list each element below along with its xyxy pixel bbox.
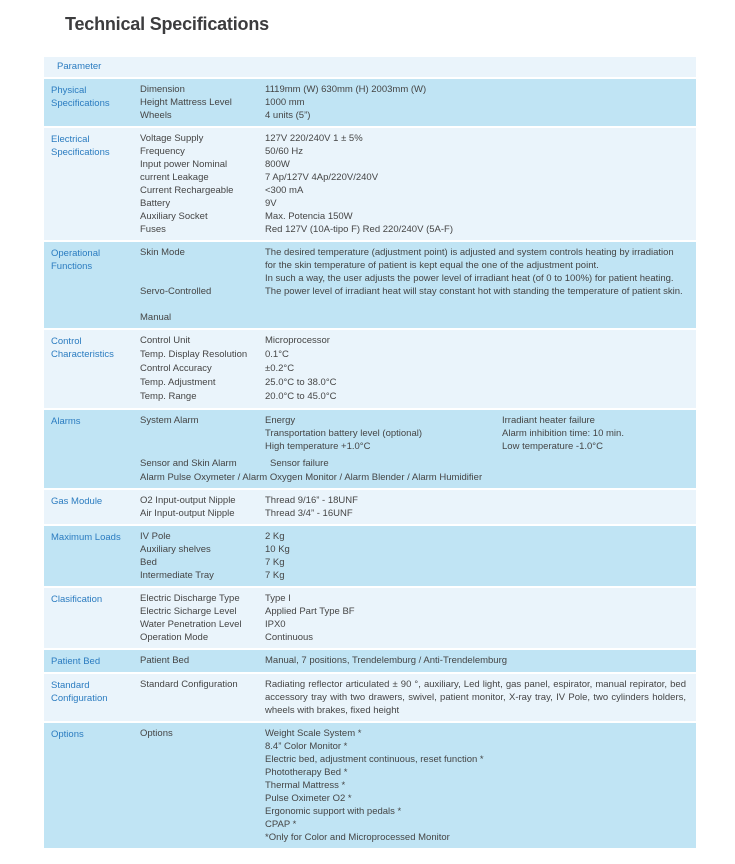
- value-line: Electric bed, adjustment continuous, reset function *: [265, 754, 484, 765]
- spec-row: [140, 494, 696, 520]
- section-body: [140, 654, 696, 668]
- spec-row: [140, 727, 696, 844]
- row-label: Temp. Display Resolution: [140, 349, 248, 360]
- value-line: Max. Potencia 150W: [265, 211, 353, 222]
- row-label: Current Rechargeable: [140, 185, 234, 196]
- section-category: Physical Specifications: [51, 85, 110, 109]
- section-body: [140, 83, 696, 122]
- section-standard: [44, 674, 696, 721]
- row-label: Control Unit: [140, 335, 191, 346]
- row-values: [265, 132, 696, 236]
- value-stack: [265, 678, 686, 717]
- row-labels: [140, 592, 265, 644]
- row-label: Auxiliary shelves: [140, 544, 211, 555]
- value-line: 800W: [265, 159, 290, 170]
- value-line: Manual, 7 positions, Trendelemburg / Anti-Trendelemburg: [265, 655, 508, 666]
- row-label: Temp. Range: [140, 391, 197, 402]
- row-label: O2 Input-output Nipple: [140, 495, 236, 506]
- value-line: 7 Kg: [265, 557, 285, 568]
- value-line: Pulse Oximeter O2 *: [265, 793, 352, 804]
- value-line: Applied Part Type BF: [265, 606, 355, 617]
- row-labels: [140, 727, 265, 844]
- row-label: Electric Sicharge Level: [140, 606, 237, 617]
- section-category: Control Characteristics: [51, 336, 114, 360]
- row-labels: [140, 246, 265, 324]
- row-label: Electric Discharge Type: [140, 593, 240, 604]
- spec-row: [140, 334, 696, 404]
- section-category: Patient Bed: [51, 656, 101, 667]
- value-line: 1000 mm: [265, 97, 305, 108]
- value-line: <300 mA: [265, 185, 304, 196]
- row-labels: [140, 132, 265, 236]
- page-title: Technical Specifications: [65, 14, 269, 34]
- value-stack: [265, 494, 686, 520]
- value-stack: [265, 592, 686, 644]
- value-line: 2 Kg: [265, 531, 285, 542]
- value-stack: [265, 530, 686, 582]
- value-line: Thread 9/16” - 18UNF: [265, 495, 358, 506]
- value-line: Microprocessor: [265, 335, 330, 346]
- spec-row: [140, 592, 696, 644]
- value-line: Phototherapy Bed *: [265, 767, 348, 778]
- row-values: [265, 334, 696, 404]
- value-line: Thermal Mattress *: [265, 780, 346, 791]
- row-label: Auxiliary Socket: [140, 211, 208, 222]
- value-line: 7 Kg: [265, 570, 285, 581]
- row-labels: [140, 334, 265, 404]
- row-label: Input power Nominal: [140, 159, 228, 170]
- section-electrical: [44, 128, 696, 240]
- section-loads: [44, 526, 696, 586]
- section-body: [140, 246, 696, 324]
- value-line: Sensor failure: [270, 458, 329, 469]
- value-stack-right: [502, 414, 686, 453]
- spec-row: [140, 457, 696, 470]
- row-label: Height Mattress Level: [140, 97, 232, 108]
- row-label: Options: [140, 728, 173, 739]
- row-values: [265, 246, 696, 324]
- value-line: 50/60 Hz: [265, 146, 304, 157]
- row-label: Voltage Supply: [140, 133, 204, 144]
- row-values: [265, 414, 696, 453]
- spec-row: [140, 246, 696, 324]
- row-label: Air Input-output Nipple: [140, 508, 235, 519]
- table-sections: [44, 79, 696, 848]
- value-stack: [265, 83, 686, 122]
- value-line: *Only for Color and Microprocessed Monitor: [265, 832, 450, 843]
- row-label: IV Pole: [140, 531, 171, 542]
- value-line: 8.4” Color Monitor *: [265, 741, 348, 752]
- value-line: 4 units (5”): [265, 110, 311, 121]
- row-label: Operation Mode: [140, 632, 209, 643]
- value-stack: [265, 414, 502, 453]
- value-line: Ergonomic support with pedals *: [265, 806, 402, 817]
- row-label: Skin Mode: [140, 247, 185, 258]
- section-body: [140, 727, 696, 844]
- row-labels: [140, 457, 265, 470]
- value-line: 127V 220/240V 1 ± 5%: [265, 133, 363, 144]
- value-line: CPAP *: [265, 819, 297, 830]
- value-line: 10 Kg: [265, 544, 290, 555]
- value-line: 1119mm (W) 630mm (H) 2003mm (W): [265, 84, 427, 95]
- section-gas: [44, 490, 696, 524]
- section-category: Electrical Specifications: [51, 134, 110, 158]
- row-labels: [140, 414, 265, 453]
- section-category: Alarms: [51, 416, 81, 427]
- section-body: [140, 494, 696, 520]
- spec-row: [140, 414, 696, 453]
- row-label: current Leakage: [140, 172, 209, 183]
- value-line: Transportation battery level (optional): [265, 428, 423, 439]
- value-line: Alarm inhibition time: 10 min.: [502, 428, 624, 439]
- row-label: Manual: [140, 312, 172, 323]
- row-labels: [140, 654, 265, 667]
- row-labels: [140, 83, 265, 122]
- span-row: Alarm Pulse Oxymeter / Alarm Oxygen Monitor / Alarm Blender / Alarm Humidifier: [140, 472, 483, 483]
- row-label: Intermediate Tray: [140, 570, 214, 581]
- value-stack: [265, 457, 686, 470]
- row-labels: [140, 494, 265, 520]
- section-clasification: [44, 588, 696, 648]
- section-category: Gas Module: [51, 496, 103, 507]
- value-line: 9V: [265, 198, 277, 209]
- row-values: [265, 678, 696, 717]
- value-line: IPX0: [265, 619, 286, 630]
- row-label: Bed: [140, 557, 157, 568]
- value-stack: [265, 727, 686, 844]
- value-line: Type I: [265, 593, 291, 604]
- value-line: The power level of irradiant heat will stay constant hot with standing the temperature of patient skin.: [265, 286, 683, 297]
- section-operational: [44, 242, 696, 328]
- section-category: Standard Configuration: [51, 680, 108, 704]
- spec-row: [140, 678, 696, 717]
- row-values: [265, 654, 696, 667]
- value-line: 7 Ap/127V 4Ap/220V/240V: [265, 172, 379, 183]
- section-body: [140, 414, 696, 484]
- section-body: [140, 678, 696, 717]
- value-line: Low temperature -1.0°C: [502, 441, 603, 452]
- value-line: 25.0°C to 38.0°C: [265, 377, 337, 388]
- table-header-label: Parameter: [57, 61, 102, 72]
- row-label: System Alarm: [140, 415, 199, 426]
- section-body: [140, 592, 696, 644]
- value-line: 20.0°C to 45.0°C: [265, 391, 337, 402]
- row-values: [265, 494, 696, 520]
- section-physical: [44, 79, 696, 126]
- row-label: Dimension: [140, 84, 185, 95]
- row-label: Fuses: [140, 224, 166, 235]
- value-line: Energy: [265, 415, 296, 426]
- row-label: Frequency: [140, 146, 185, 157]
- section-category: Clasification: [51, 594, 103, 605]
- section-category: Maximum Loads: [51, 532, 121, 543]
- row-values: [265, 727, 696, 844]
- row-label: Wheels: [140, 110, 172, 121]
- section-category: Options: [51, 729, 84, 740]
- row-values: [265, 530, 696, 582]
- section-category: Operational Functions: [51, 248, 101, 272]
- table-header-row: [44, 57, 696, 77]
- value-line: 0.1°C: [265, 349, 289, 360]
- row-label: Control Accuracy: [140, 363, 212, 374]
- spec-row: [140, 654, 696, 667]
- value-line: Thread 3/4” - 16UNF: [265, 508, 353, 519]
- row-label: Patient Bed: [140, 655, 190, 666]
- row-label: Battery: [140, 198, 171, 209]
- value-stack: [265, 334, 686, 404]
- value-line: High temperature +1.0°C: [265, 441, 371, 452]
- spec-row: [140, 132, 696, 236]
- spec-table: [44, 57, 696, 850]
- section-body: [140, 530, 696, 582]
- section-options: [44, 723, 696, 848]
- row-label: Temp. Adjustment: [140, 377, 216, 388]
- value-line: Radiating reflector articulated ± 90 °, auxiliary, Led light, gas panel, espirator, manual repirator, bed accessory tray with two drawers, swivel, patient monitor, X-ray tray, IV Pole, two cylinders holders, wheels with brakes, fixed height: [265, 679, 686, 716]
- section-body: [140, 132, 696, 236]
- value-line: Red 127V (10A-tipo F) Red 220/240V (5A-F): [265, 224, 453, 235]
- section-control: [44, 330, 696, 408]
- row-labels: [140, 678, 265, 717]
- row-values: [265, 592, 696, 644]
- row-label: Water Penetration Level: [140, 619, 242, 630]
- value-line: In such a way, the user adjusts the power level of irradiant heat (of 0 to 100%) for patient heating.: [265, 273, 674, 284]
- section-body: [140, 334, 696, 404]
- value-stack: [265, 654, 686, 667]
- spec-row: [140, 83, 696, 122]
- value-line: Continuous: [265, 632, 314, 643]
- value-line: The desired temperature (adjustment point) is adjusted and system controls heating by irradiation for the skin temperature of patient is kept equal the one of the adjustment point.: [265, 247, 674, 271]
- row-label: Sensor and Skin Alarm: [140, 458, 237, 469]
- value-stack: [265, 132, 686, 236]
- section-alarms: [44, 410, 696, 488]
- value-line: Irradiant heater failure: [502, 415, 595, 426]
- value-line: Weight Scale System *: [265, 728, 362, 739]
- row-values: [265, 83, 696, 122]
- row-label: Servo-Controlled: [140, 286, 212, 297]
- row-label: Standard Configuration: [140, 679, 238, 690]
- spec-row: [140, 530, 696, 582]
- section-patientbed: [44, 650, 696, 672]
- row-values: [265, 457, 696, 470]
- value-stack: [265, 246, 686, 324]
- row-labels: [140, 530, 265, 582]
- value-line: ±0.2°C: [265, 363, 295, 374]
